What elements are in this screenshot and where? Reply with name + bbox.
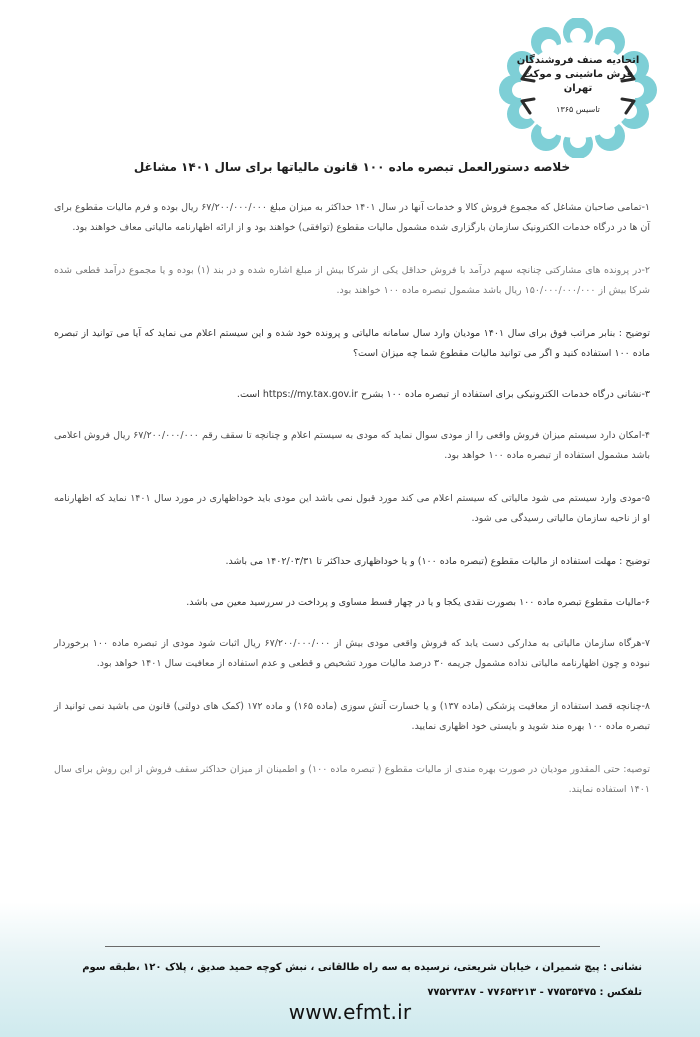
footer-divider: [105, 946, 600, 947]
paragraph-5: ۵-مودی وارد سیستم می شود مالیاتی که سیستم اعلام می کند مورد قبول نمی باشد این مودی باید خوداظهاری در مورد سال ۱۴۰۱ نماید که اظهارنامه او از ناحیه سازمان مالیاتی رسیدگی می شود.: [54, 493, 650, 524]
paragraph-6: ۶-مالیات مقطوع تبصره ماده ۱۰۰ بصورت نقدی یکجا و یا در چهار قسط مساوی و پرداخت در سررسید معین می باشد.: [186, 597, 650, 608]
paragraph-8: ۸-چنانچه قصد استفاده از معافیت پزشکی (ماده ۱۳۷) و یا خسارت آتش سوزی (ماده ۱۶۵) و ماده ۱۷۲ (کمک های دولتی) قانون می باشید نمی توانید از تبصره ماده ۱۰۰ بهره مند شوید و بایستی خود اظهاری نمایید.: [54, 701, 650, 732]
paragraph-2: ۲-در پرونده های مشارکتی چنانچه سهم درآمد با فروش حداقل یکی از شرکا بیش از مبلغ اشاره شده و در بند (۱) بوده و یا مجموع درآمد قطعی شده شرکا بیش از ۱۵۰/۰۰۰/۰۰۰/۰۰۰ ریال باشد مشمول تبصره ماده ۱۰۰ خواهند بود.: [54, 265, 650, 296]
paragraph-4: ۴-امکان دارد سیستم میزان فروش واقعی را از مودی سوال نماید که مودی به سیستم اعلام و چنانچه تا سقف رقم ۶۷/۲۰۰/۰۰۰/۰۰۰ ریال فروش اعلامی باشد مشمول استفاده از تبصره ماده ۱۰۰ خواهد بود.: [54, 430, 650, 461]
paragraph-note-1: توضیح : بنابر مراتب فوق برای سال ۱۴۰۱ مودیان وارد سال سامانه مالیاتی و پرونده خود شده و این سیستم اعلام می نماید که آیا می توانید از تبصره ماده ۱۰۰ استفاده کنید و اگر می توانید مالیات مقطوع شما چه میزان است؟: [54, 328, 650, 359]
document-title: خلاصه دستورالعمل تبصره ماده ۱۰۰ قانون مالیاتها برای سال ۱۴۰۱ مشاغل: [133, 160, 571, 174]
logo-line3: تاسیس ۱۳۶۵: [556, 105, 600, 114]
logo-line2: فرش ماشینی و موکت تهران: [522, 69, 634, 94]
paragraph-7: ۷-هرگاه سازمان مالیاتی به مدارکی دست یابد که فروش واقعی مودی بیش از ۶۷/۲۰۰/۰۰۰/۰۰۰ ریال اثبات شود مودی از تبصره ماده ۱۰۰ برخوردار نبوده و چون اظهارنامه مالیاتی نداده مشمول جریمه ۳۰ درصد مالیات مورد تشخیص و قطعی و عدم استفاده از معافیت سال ۱۴۰۱ خواهد بود.: [54, 638, 650, 669]
paragraph-1: ۱-تمامی صاحبان مشاغل که مجموع فروش کالا و خدمات آنها در سال ۱۴۰۱ حداکثر به میزان مبلغ ۶۷/۲۰۰/۰۰۰/۰۰۰ ریال بوده و فرم مالیات مقطوع برای آن ها در درگاه خدمات الکترونیک سازمان بارگزاری شده مشمول مالیات مقطوع (توافقی) خواهند بود و از ارائه اظهارنامه مالیاتی معاف خواهند بود.: [54, 202, 650, 233]
footer-phones: تلفکس : ۷۷۵۳۵۴۷۵ - ۷۷۶۵۴۲۱۳ - ۷۷۵۲۷۳۸۷: [427, 987, 642, 998]
footer-address: نشانی : پیچ شمیران ، خیابان شریعتی، نرسیده به سه راه طالقانی ، نبش کوچه حمید صدیق ، پلاک ۱۲۰ ،طبقه سوم: [82, 962, 642, 973]
paragraph-recommendation: توصیه: حتی المقدور مودیان در صورت بهره مندی از مالیات مقطوع ( تبصره ماده ۱۰۰) و اطمینان از میزان حداکثر سقف فروش از این روش برای سال ۱۴۰۱ استفاده نمایند.: [54, 764, 650, 795]
paragraph-3: ۳-نشانی درگاه خدمات الکترونیکی برای استفاده از تبصره ماده ۱۰۰ بشرح https://my.tax.gov.ir است.: [236, 389, 650, 400]
logo-caption: [512, 54, 644, 114]
footer-website: www.efmt.ir: [288, 1000, 412, 1024]
logo-line1: اتحادیه صنف فروشندگان: [516, 55, 640, 66]
document-body: [54, 198, 650, 823]
paragraph-note-2: توضیح : مهلت استفاده از مالیات مقطوع (تبصره ماده ۱۰۰) و یا خوداظهاری حداکثر تا ۱۴۰۲/۰۳/۳۱ می باشد.: [225, 556, 650, 567]
